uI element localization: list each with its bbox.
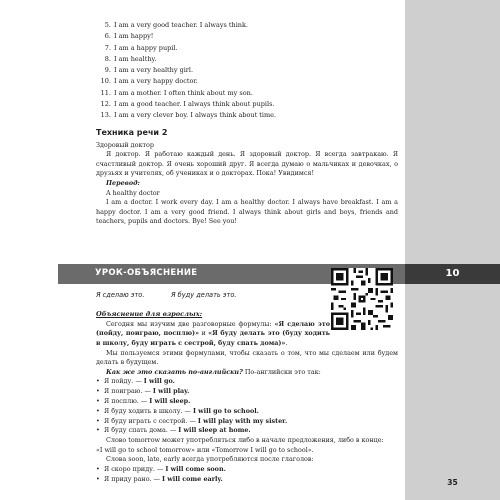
list-item: • Я буду играть с сестрой. — I will play with my sister.	[96, 417, 398, 427]
list-item: • Я пойду. — I will go.	[96, 377, 398, 387]
list-item: • Я скоро приду. — I will come soon.	[96, 465, 398, 475]
english-title: A healthy doctor	[106, 188, 160, 197]
numbered-sentence-list	[96, 20, 398, 122]
lesson-question: Как же это сказать по-английски? По-английски это так:	[106, 367, 321, 376]
lesson-paragraph-4: «I will go to school tomorrow» или «Tomorrow I will go to school».	[96, 445, 314, 454]
key-phrases	[96, 289, 398, 309]
list-item: • Я поиграю. — I will play.	[96, 387, 398, 397]
list-item: • Я буду спать дома. — I will sleep at home.	[96, 426, 398, 436]
technique-subtitle: Здоровый доктор	[96, 140, 154, 149]
list-item: • Я приду рано. — I will come early.	[96, 475, 398, 485]
list-item: 7. I am a happy pupil.	[104, 43, 178, 52]
side-margin-strip	[405, 0, 500, 500]
list-item: 8. I am healthy.	[104, 54, 157, 63]
lesson-content	[96, 289, 398, 485]
example-list-2	[96, 465, 398, 485]
list-item: 9. I am a very healthy girl.	[104, 66, 194, 75]
page-number: 35	[447, 478, 458, 487]
list-item: 10. I am a very happy doctor.	[100, 77, 198, 86]
list-item: 11. I am a mother. I often think about my son.	[100, 88, 253, 97]
top-content	[96, 20, 398, 227]
lesson-number: 10	[445, 268, 460, 279]
list-item: 13. I am a very clever boy. I always think about time.	[100, 111, 277, 120]
phrase-will-do: Я сделаю это.	[96, 291, 145, 299]
list-item: 5. I am a very good teacher. I always think.	[104, 21, 248, 29]
phrase-will-be-doing: Я буду делать это.	[171, 291, 237, 299]
adult-explanation-title: Объяснение для взрослых:	[96, 310, 203, 318]
lesson-paragraph-5: Слова soon, late, early всегда употребляются после глаголов:	[106, 455, 314, 464]
list-item: 12. I am a good teacher. I always think about pupils.	[100, 100, 275, 109]
translation-label: Перевод:	[106, 178, 140, 187]
lesson-banner-title: УРОК-ОБЪЯСНЕНИЕ	[95, 268, 198, 278]
list-item: • Я буду ходить в школу. — I will go to school.	[96, 407, 398, 417]
example-list	[96, 377, 398, 436]
lesson-paragraph-1: Сегодня мы изучим две разговорные формулы: «Я сделаю это (пойду, поиграю, посплю)» и «Я буду делать это (буду ходить в школу, буду играть с сестрой, буду спать дома)».	[96, 319, 330, 347]
technique-english-text: I am a doctor. I work every day. I am a healthy doctor. I always have breakfast. I am a happy doctor. I am a very good friend. I always think about girls and boys, friends and teachers, pupils and doctors. Bye! See you!	[96, 198, 398, 226]
lesson-paragraph-3: Слово tomorrow может употребляться либо в начале предложения, либо в конце:	[106, 436, 384, 445]
list-item: • Я посплю. — I will sleep.	[96, 397, 398, 407]
technique-heading: Техника речи 2	[96, 127, 168, 137]
list-item: 6. I am happy!	[104, 32, 154, 41]
technique-russian-text: Я доктор. Я работаю каждый день. Я здоровый доктор. Я всегда завтракаю. Я счастливый доктор. Я очень хороший друг. Я всегда думаю о мальчиках и девочках, о друзьях и учителях, об учениках и о докторах. Пока! Увидимся!	[96, 150, 398, 178]
lesson-paragraph-2: Мы пользуемся этими формулами, чтобы сказать о том, что мы сделаем или будем делать в будущем.	[96, 348, 398, 367]
